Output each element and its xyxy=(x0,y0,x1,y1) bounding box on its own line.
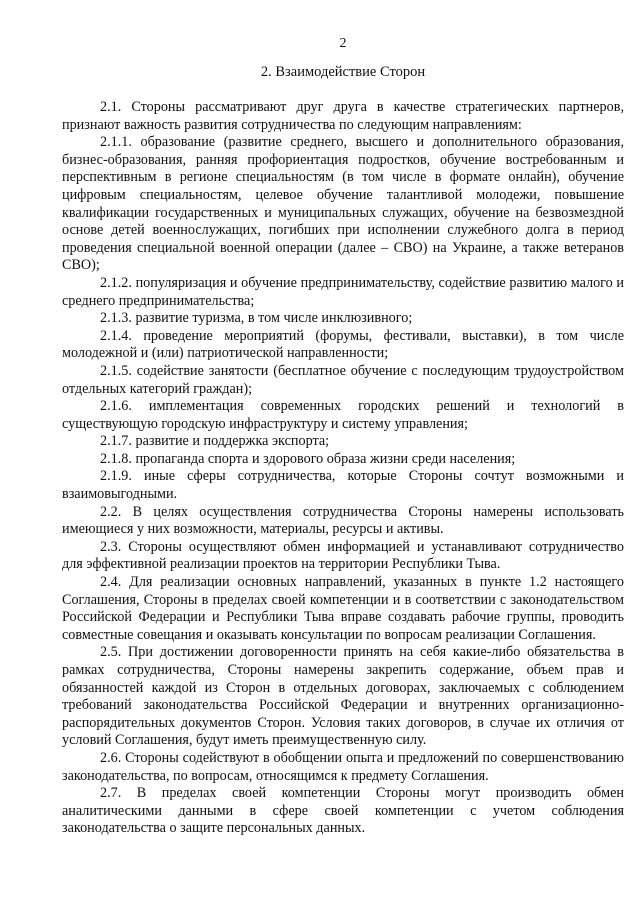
paragraph-2-1-3: 2.1.3. развитие туризма, в том числе инклюзивного; xyxy=(100,310,413,327)
document-page xyxy=(62,0,624,838)
page-number: 2 xyxy=(339,36,347,51)
paragraph-2-4: 2.4. Для реализации основных направлений, указанных в пункте 1.2 настоящего Соглашения, Стороны в пределах своей компетенции и в соответствии с законодательством Российской Федерации и Республики Тыва вправе создавать рабочие группы, проводить совместные совещания и оказывать консультации по вопросам реализации Соглашения. xyxy=(62,574,624,643)
section-title: 2. Взаимодействие Сторон xyxy=(260,64,426,80)
paragraph-2-1-6: 2.1.6. имплементация современных городских решений и технологий в существующую городскую инфраструктуру и систему управления; xyxy=(62,398,624,432)
paragraph-2-1-5: 2.1.5. содействие занятости (бесплатное обучение с последующим трудоустройством отдельных категорий граждан); xyxy=(62,362,624,397)
paragraph-2-5: 2.5. При достижении договоренности принять на себя какие-либо обязательства в рамках сотрудничества, Стороны намерены закрепить содержание, объем прав и обязанностей каждой из Сторон в отдельных договорах, заключаемых с соблюдением требований законодательства Российской Федерации и внутренних организационно-распорядительных документов Сторон. Условия таких договоров, в случае их отличия от условий Соглашения, будут иметь преимущественную силу. xyxy=(62,644,624,749)
paragraph-2-1-2: 2.1.2. популяризация и обучение предпринимательству, содействие развитию малого и среднего предпринимательства; xyxy=(62,274,624,309)
paragraph-2-1: 2.1. Стороны рассматривают друг друга в качестве стратегических партнеров, признают важность развития сотрудничества по следующим направлениям: xyxy=(62,99,624,133)
paragraph-2-2: 2.2. В целях осуществления сотрудничества Стороны намерены использовать имеющиеся у них возможности, материалы, ресурсы и активы. xyxy=(62,503,624,538)
paragraph-2-7: 2.7. В пределах своей компетенции Стороны могут производить обмен аналитическими данными в сфере своей компетенции с учетом соблюдения законодательства о защите персональных данных. xyxy=(62,785,624,837)
paragraph-2-3: 2.3. Стороны осуществляют обмен информацией и устанавливают сотрудничество для эффективной реализации проектов на территории Республики Тыва. xyxy=(62,538,624,573)
paragraph-2-1-7: 2.1.7. развитие и поддержка экспорта; xyxy=(100,433,330,450)
paragraph-2-6: 2.6. Стороны содействуют в обобщении опыта и предложений по совершенствованию законодательства, по вопросам, относящимся к предмету Соглашения. xyxy=(62,749,624,784)
paragraph-2-1-1: 2.1.1. образование (развитие среднего, высшего и дополнительного образования, бизнес-образования, ранняя профориентация подростков, обучение востребованным и перспективным в регионе специальностям (в том числе в формате онлайн), обучение цифровым специальностям, целевое обучение талантливой молодежи, повышение квалификации государственных и муниципальных служащих, обучение на безвозмездной основе детей военнослужащих, погибших при исполнении служебного долга в период проведения специальной военной операции (далее – СВО) на Украине, а также ветеранов СВО); xyxy=(62,134,624,274)
section-body xyxy=(62,99,624,838)
paragraph-2-1-9: 2.1.9. иные сферы сотрудничества, которые Стороны сочтут возможными и взаимовыгодными. xyxy=(62,468,624,503)
paragraph-2-1-8: 2.1.8. пропаганда спорта и здорового образа жизни среди населения; xyxy=(100,450,516,467)
paragraph-2-1-4: 2.1.4. проведение мероприятий (форумы, фестивали, выставки), в том числе молодежной и (или) патриотической направленности; xyxy=(62,327,624,362)
